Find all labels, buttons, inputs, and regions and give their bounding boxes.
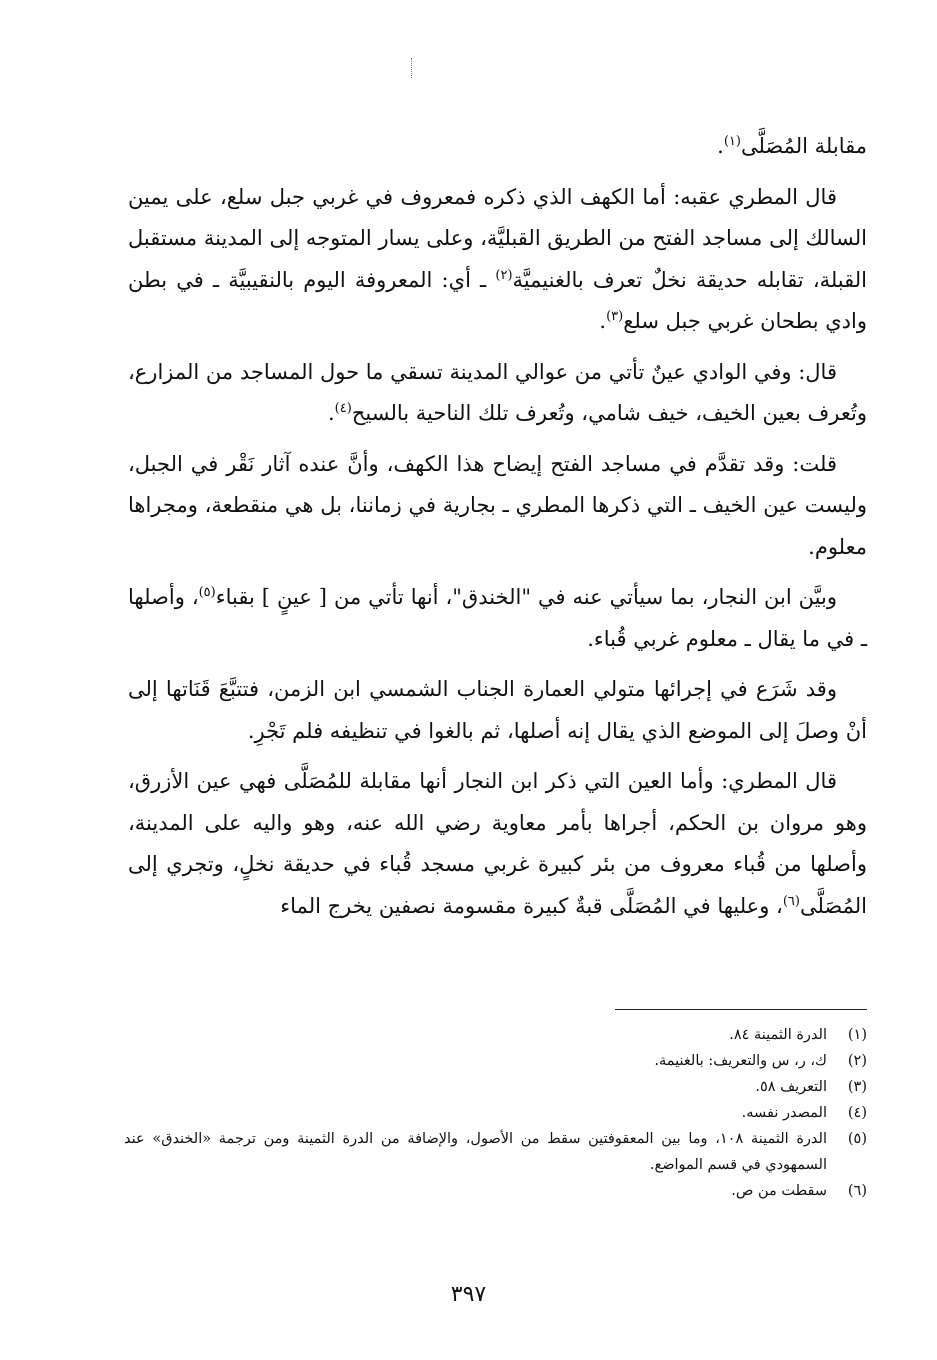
- footnote-text: سقطت من ص.: [731, 1183, 827, 1199]
- paragraph-6: [128, 669, 867, 752]
- footnotes: [124, 1022, 867, 1204]
- footnote-number: (٥): [847, 1131, 867, 1147]
- footnote-ref-5: (٥): [198, 585, 216, 600]
- footnote-text: ك، ر، س والتعريف: بالغنيمة.: [654, 1053, 827, 1069]
- footnote-number: (٣): [847, 1079, 867, 1095]
- paragraph-3: [128, 352, 867, 435]
- footnote: [124, 1126, 867, 1178]
- footnote: [124, 1048, 867, 1074]
- footnote-ref-4: (٤): [334, 401, 352, 416]
- paragraph-text: قلت: وقد تقدَّم في مساجد الفتح إيضاح هذا الكهف، وأنَّ عنده آثار نَقْر في الجبل، وليست عين الخيف ـ التي ذكرها المطري ـ بجارية في زماننا، بل هي منقطعة، ومجراها معلوم.: [128, 451, 867, 559]
- footnote: [124, 1178, 867, 1204]
- paragraph-text: وبيَّن ابن النجار، بما سيأتي عنه في "الخندق"، أنها تأتي من [ عينٍ ] بقباء: [215, 585, 837, 609]
- footnote-number: (١): [847, 1027, 867, 1043]
- footnote-text: الدرة الثمينة ١٠٨، وما بين المعقوفتين سقط من الأصول، والإضافة من الدرة الثمينة ومن ترجمة «الخندق» عند السمهودي في قسم المواضع.: [124, 1131, 827, 1173]
- paragraph-text: ـ أي: المعروفة اليوم بالنقيبيَّة ـ في بطن وادي بطحان غربي جبل سلع: [128, 267, 867, 333]
- paragraph-text: ، وعليها في المُصَلَّى قبةٌ كبيرة مقسومة نصفين يخرج الماء: [280, 893, 783, 918]
- footnote-divider: [615, 1009, 867, 1010]
- paragraph-text: قال المطري: وأما العين التي ذكر ابن النجار أنها مقابلة للمُصَلَّى فهي عين الأزرق، وهو مروان بن الحكم، أجراها بأمر معاوية رضي الله عنه، وهو واليه على المدينة، وأصلها من قُباء معروف من بئر كبيرة غربي مسجد قُباء في حديقة نخلٍ، وتجري إلى المُصَلَّى: [128, 769, 867, 918]
- footnote-ref-2: (٢): [495, 267, 513, 283]
- footnote-ref-3: (٣): [606, 309, 624, 324]
- paragraph-5: [128, 577, 867, 660]
- footnote: [124, 1022, 867, 1048]
- paragraph-text: وقد شَرَع في إجرائها متولي العمارة الجناب الشمسي ابن الزمن، فتتبَّعَ قَنَاتها إلى أنْ وصلَ إلى الموضع الذي يقال إنه أصلها، ثم بالغوا في تنظيفه فلم تَجْرِ.: [128, 677, 867, 743]
- paragraph-end: .: [327, 401, 335, 425]
- paragraph-end: .: [599, 309, 607, 333]
- footnote-text: المصدر نفسه.: [741, 1105, 827, 1121]
- footnote: [124, 1074, 867, 1100]
- page-number: ٣٩٧: [450, 1282, 487, 1307]
- scan-mark: [411, 58, 414, 78]
- paragraph-4: [128, 444, 867, 569]
- paragraph-1: [128, 126, 867, 168]
- footnote-text: التعريف ٥٨.: [755, 1079, 827, 1095]
- paragraph-2: [128, 177, 867, 343]
- footnote-number: (٦): [847, 1183, 867, 1199]
- footnote-ref-6: (٦): [782, 893, 800, 909]
- footnote-number: (٢): [847, 1053, 867, 1069]
- footnote: [124, 1100, 867, 1126]
- paragraph-end: .: [717, 134, 724, 158]
- paragraph-text: ، وأصلها ـ في ما يقال ـ معلوم غربي قُباء.: [128, 585, 867, 651]
- paragraph-text: مقابلة المُصَلَّى: [740, 134, 867, 158]
- paragraph-7: [128, 761, 867, 927]
- footnote-text: الدرة الثمينة ٨٤.: [729, 1027, 827, 1043]
- paragraph-text: قال: وفي الوادي عينٌ تأتي من عوالي المدينة تسقي ما حول المساجد من المزارع، وتُعرف بعين الخيف، خيف شامي، وتُعرف تلك الناحية بالسيح: [128, 359, 867, 425]
- footnote-number: (٤): [847, 1105, 867, 1121]
- footnote-ref-1: (١): [723, 134, 741, 149]
- main-text: [128, 126, 867, 936]
- paragraph-text: قال المطري عقبه: أما الكهف الذي ذكره فمعروف في غربي جبل سلع، على يمين السالك إلى مساجد الفتح من الطريق القبليَّة، وعلى يسار المتوجه إلى المدينة مستقبل القبلة، تقابله حديقة نخلٌ تعرف بالغنيميَّة: [128, 184, 868, 292]
